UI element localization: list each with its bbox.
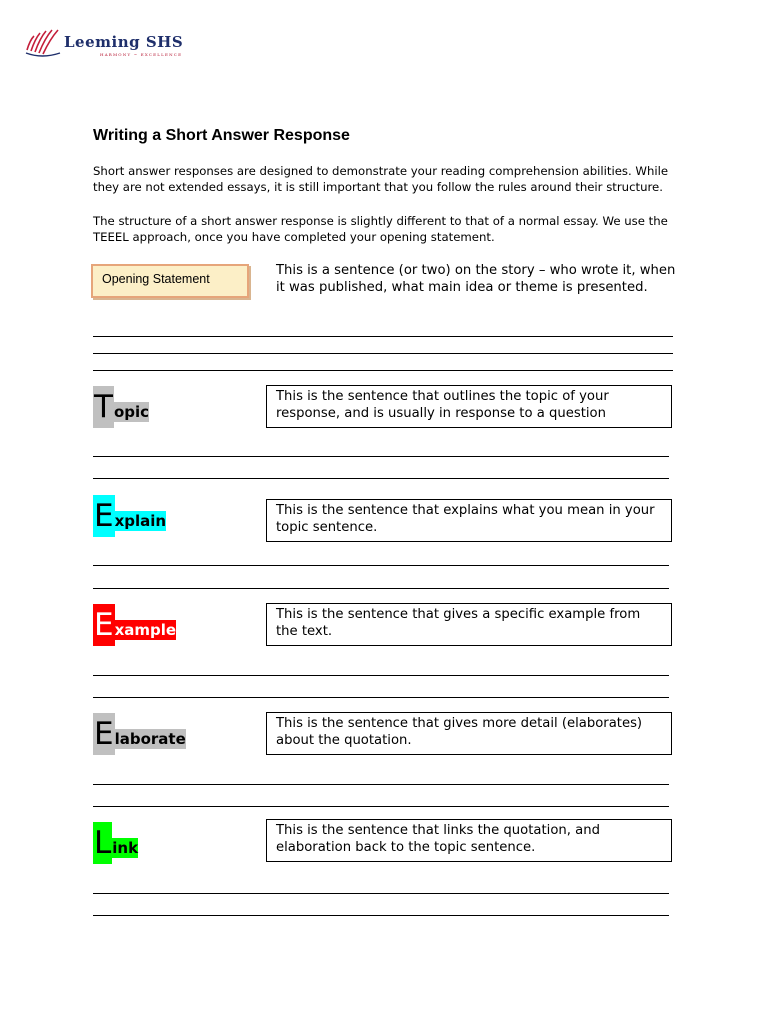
writing-line[interactable] (93, 784, 669, 785)
opening-statement-description: This is a sentence (or two) on the story – who wrote it, when it was published, what main idea or theme is presented. (276, 263, 676, 295)
section-initial: T (93, 386, 114, 428)
teeel-example-label (93, 604, 176, 646)
school-tagline: HARMONY ~ EXCELLENCE (100, 52, 183, 57)
section-word: laborate (114, 730, 186, 748)
writing-line[interactable] (93, 370, 673, 371)
writing-line[interactable] (93, 915, 669, 916)
writing-line[interactable] (93, 588, 669, 589)
opening-statement-box (91, 264, 249, 298)
writing-line[interactable] (93, 478, 669, 479)
section-initial: E (93, 713, 115, 755)
section-word: xplain (114, 512, 167, 530)
feather-logo-icon (24, 26, 62, 60)
section-initial: L (93, 822, 112, 864)
teeel-elaborate-label (93, 713, 186, 755)
writing-line[interactable] (93, 456, 669, 457)
writing-line[interactable] (93, 565, 669, 566)
section-initial: E (93, 604, 115, 646)
writing-line[interactable] (93, 336, 673, 337)
teeel-link-label (93, 822, 138, 864)
teeel-explain-label (93, 495, 166, 537)
writing-line[interactable] (93, 675, 669, 676)
intro-paragraph-2: The structure of a short answer response is slightly different to that of a normal essay. We use the TEEEL approach, once you have completed your opening statement. (93, 214, 668, 244)
section-word: opic (113, 403, 150, 421)
section-initial: E (93, 495, 115, 537)
teeel-topic-label (93, 386, 149, 428)
school-logo (24, 26, 194, 62)
explain-description-box: This is the sentence that explains what you mean in your topic sentence. (266, 499, 672, 542)
section-word: xample (114, 621, 177, 639)
section-word: ink (112, 839, 139, 857)
intro-paragraph-1: Short answer responses are designed to demonstrate your reading comprehension abilities. While they are not extended essays, it is still important that you follow the rules around their structure. (93, 164, 669, 194)
page-title: Writing a Short Answer Response (93, 127, 350, 144)
elaborate-description-box: This is the sentence that gives more detail (elaborates) about the quotation. (266, 712, 672, 755)
example-description-box: This is the sentence that gives a specific example from the text. (266, 603, 672, 646)
opening-statement-label: Opening Statement (102, 272, 210, 286)
writing-line[interactable] (93, 697, 669, 698)
writing-line[interactable] (93, 353, 673, 354)
writing-line[interactable] (93, 806, 669, 807)
link-description-box: This is the sentence that links the quotation, and elaboration back to the topic sentence. (266, 819, 672, 862)
writing-line[interactable] (93, 893, 669, 894)
school-name: Leeming SHS (64, 33, 184, 51)
topic-description-box: This is the sentence that outlines the topic of your response, and is usually in response to a question (266, 385, 672, 428)
